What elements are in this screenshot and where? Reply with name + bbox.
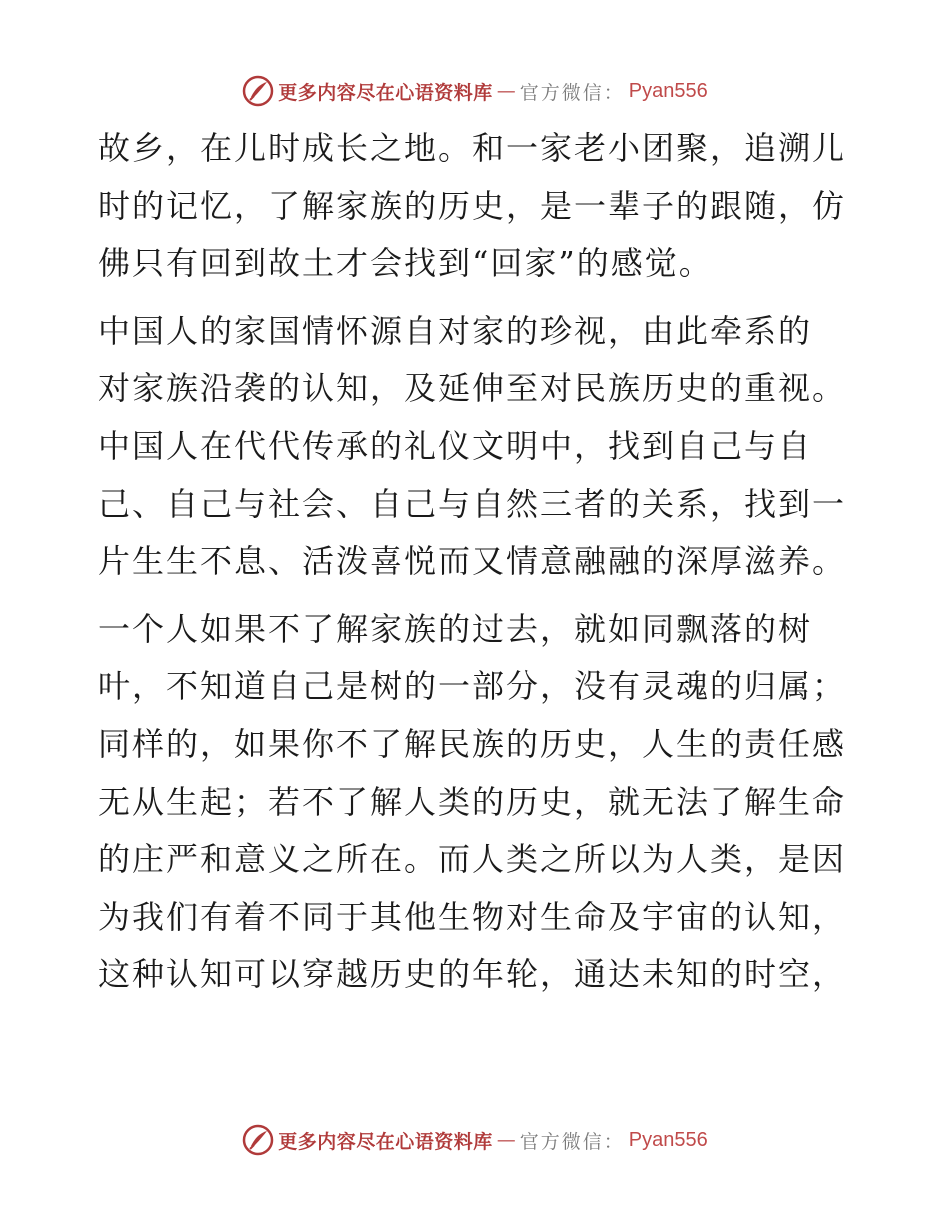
footer-watermark [0,1122,950,1158]
footer-promo-text: 更多内容尽在心语资料库 [278,1130,493,1153]
text-line: 时的记忆，了解家族的历史，是一辈子的跟随，仿 [98,186,847,225]
quill-logo-icon [242,75,274,107]
text-line: 中国人的家国情怀源自对家的珍视，由此牵系的 [98,311,813,350]
footer-separator: — [496,1129,516,1151]
text-line: 对家族沿袭的认知，及延伸至对民族历史的重视。 [98,369,847,408]
paragraph-1 [98,120,858,293]
text-line: 己、自己与社会、自己与自然三者的关系，找到一 [98,484,847,523]
quill-logo-icon [242,1124,274,1156]
text-line: 的庄严和意义之所在。而人类之所以为人类，是因 [98,840,847,879]
header-separator: — [496,80,516,102]
text-line: 叶，不知道自己是树的一部分，没有灵魂的归属； [98,667,847,706]
text-line: 同样的，如果你不了解民族的历史，人生的责任感 [98,724,847,763]
header-wechat-id: Pyan556 [628,79,708,102]
text-line: 中国人在代代传承的礼仪文明中，找到自己与自 [98,426,813,465]
header-watermark [0,73,950,109]
text-line: 为我们有着不同于其他生物对生命及宇宙的认知， [98,897,847,936]
paragraph-3 [98,601,858,1004]
footer-wechat-id: Pyan556 [628,1128,708,1151]
text-line: 故乡，在儿时成长之地。和一家老小团聚，追溯儿 [98,129,847,167]
text-line: 佛只有回到故土才会找到“回家”的感觉。 [98,244,713,283]
paragraph-2 [98,303,858,591]
text-line: 一个人如果不了解家族的过去，就如同飘落的树 [98,609,813,648]
document-body [98,120,858,1004]
header-promo-text: 更多内容尽在心语资料库 [278,81,493,104]
text-line: 片生生不息、活泼喜悦而又情意融融的深厚滋养。 [98,542,847,581]
text-line: 这种认知可以穿越历史的年轮，通达未知的时空， [98,955,847,994]
header-wechat-label: 官方微信： [519,81,625,104]
footer-wechat-label: 官方微信： [519,1130,625,1153]
text-line: 无从生起；若不了解人类的历史，就无法了解生命 [98,782,847,821]
